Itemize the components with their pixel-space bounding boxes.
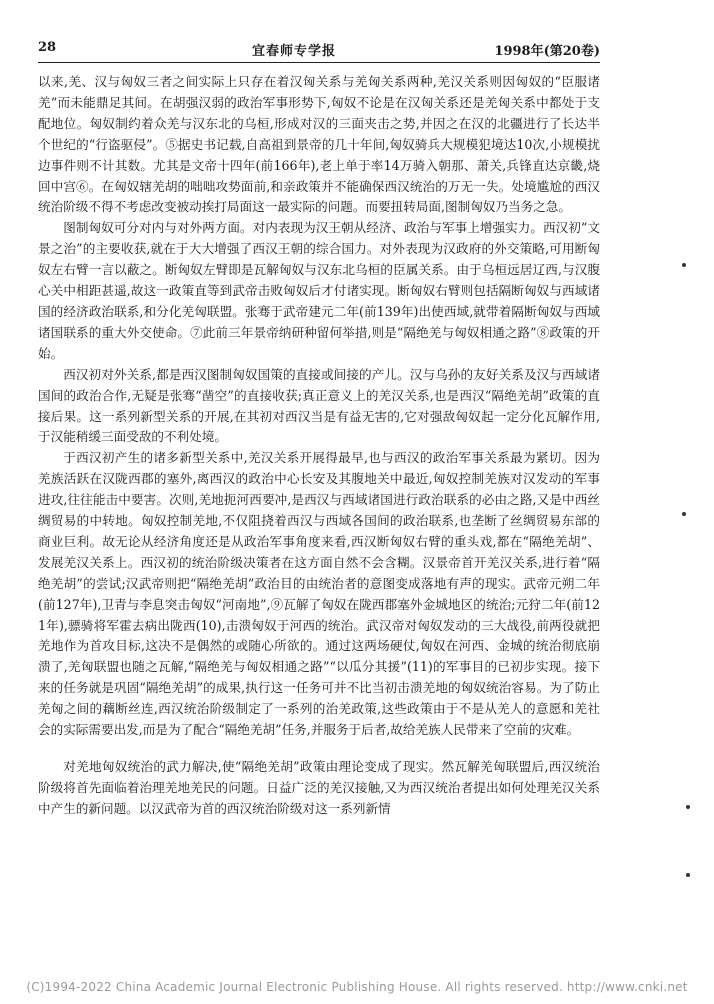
paragraph: 对羌地匈奴统治的武力解决,使“隔绝羌胡”政策由理论变成了现实。然瓦解羌匈联盟后,西汉统治阶级将首先面临着治理羌地羌民的问题。日益广泛的羌汉接触,又为西汉统治者提出如何处理羌汉关系中产生的新问题。以汉武帝为首的西汉统治阶级对这一系列新情	[38, 759, 600, 816]
page-number: 28	[38, 40, 57, 55]
issue-info: 1998年(第20卷)	[494, 44, 600, 59]
margin-dot	[686, 805, 690, 809]
paragraph: 于西汉初产生的诸多新型关系中,羌汉关系开展得最早,也与西汉的政治军事关系最为紧切。因为羌族活跃在汉陇西郡的塞外,离西汉的政治中心长安及其腹地关中最近,匈奴控制羌族对汉发动的军事进攻,往往能击中要害。次则,羌地扼河西要冲,是西汉与西域诸国进行政治联系的必由之路,又是中西丝绸贸易的中转地。匈奴控制羌地,不仅阻挠着西汉与西域各国间的政治联系,也垄断了丝绸贸易东部的商业巨利。故无论从经济角度还是从政治军事角度来看,西汉断匈奴右臂的重头戏,都在“隔绝羌胡”、发展羌汉关系上。西汉初的统治阶级决策者在这方面自然不会含糊。汉景帝首开羌汉关系,进行着“隔绝羌胡”的尝试;汉武帝则把“隔绝羌胡”政治目的由统治者的意图变成落地有声的现实。武帝元朔二年(前127年),卫青与李息突击匈奴“河南地”,⑨瓦解了匈奴在陇西郡塞外金城地区的统治;元狩二年(前121年),骠骑将军霍去病出陇西(10),击溃匈奴于河西的统治。武汉帝对匈奴发动的三大战役,前两役就把羌地作为首攻目标,这决不是偶然的或随心所欲的。通过这两场硬仗,匈奴在河西、金城的统治彻底崩溃了,羌匈联盟也随之瓦解,“隔绝羌与匈奴相通之路”“以瓜分其援”(11)的军事目的已初步实现。接下来的任务就是巩固“隔绝羌胡”的成果,执行这一任务可并不比当初击溃羌地的匈奴统治容易。为了防止羌匈之间的藕断丝连,西汉统治阶级制定了一系列的治羌政策,这些政策由于不是从羌人的意愿和羌社会的实际需要出发,而是为了配合“隔绝羌胡”任务,并服务于后者,故给羌族人民带来了空前的灾难。	[38, 450, 600, 738]
page-header	[38, 40, 600, 60]
margin-dot	[682, 263, 686, 267]
margin-dot	[686, 873, 690, 877]
paragraph: 以来,羌、汉与匈奴三者之间实际上只存在着汉匈关系与羌匈关系两种,羌汉关系则因匈奴的“臣服诸羌”而未能鼎足其间。在胡强汉弱的政治军事形势下,匈奴不论是在汉匈关系还是羌匈关系中都处于支配地位。匈奴制约着众羌与汉东北的乌桓,形成对汉的三面夹击之势,并因之在汉的北疆进行了长达半个世纪的“行盗驱侵”。⑤据史书记载,自高祖到景帝的几十年间,匈奴骑兵大规模犯境达10次,小规模扰边事件则不计其数。尤其是文帝十四年(前166年),老上单于率14万骑入朝那、萧关,兵锋直达京畿,烧回中宫⑥。在匈奴辖羌胡的咄咄攻势面前,和亲政策并不能确保西汉统治的万无一失。处境尴尬的西汉统治阶级不得不考虑改变被动挨打局面这一最实际的问题。而要扭转局面,图制匈奴乃当务之急。	[38, 74, 600, 215]
paragraph: 西汉初对外关系,都是西汉图制匈奴国策的直接或间接的产儿。汉与乌孙的友好关系及汉与西域诸国间的政治合作,无疑是张骞“凿空”的直接收获;真正意义上的羌汉关系,也是西汉“隔绝羌胡”政策的直接后果。这一系列新型关系的开展,在其初对西汉当是有益无害的,它对强敌匈奴起一定分化瓦解作用,于汉能稍缓三面受敌的不利处境。	[38, 366, 600, 445]
paragraph: 图制匈奴可分对内与对外两方面。对内表现为汉王朝从经济、政治与军事上增强实力。西汉初“文景之治”的主要收获,就在于大大增强了西汉王朝的综合国力。对外表现为汉政府的外交策略,可用断匈奴左右臂一言以蔽之。断匈奴左臂即是瓦解匈奴与汉东北乌桓的臣属关系。由于乌桓远居辽西,与汉腹心关中相距甚遥,故这一政策直等到武帝击败匈奴后才付诸实现。断匈奴右臂则包括隔断匈奴与西域诸国的经济政治联系,和分化羌匈联盟。张骞于武帝建元二年(前139年)出使西域,就带着隔断匈奴与西域诸国联系的重大外交使命。⑦此前三年景帝纳研种留何举措,则是“隔绝羌与匈奴相通之路”⑧政策的开始。	[38, 220, 600, 361]
journal-name: 宜春师专学报	[252, 44, 337, 59]
copyright-footer: (C)1994-2022 China Academic Journal Electronic Publishing House. All rights reserved. http://www.cnki.net	[26, 980, 688, 994]
margin-dot	[682, 512, 686, 516]
article-body	[38, 72, 600, 820]
header-rule	[38, 62, 600, 63]
